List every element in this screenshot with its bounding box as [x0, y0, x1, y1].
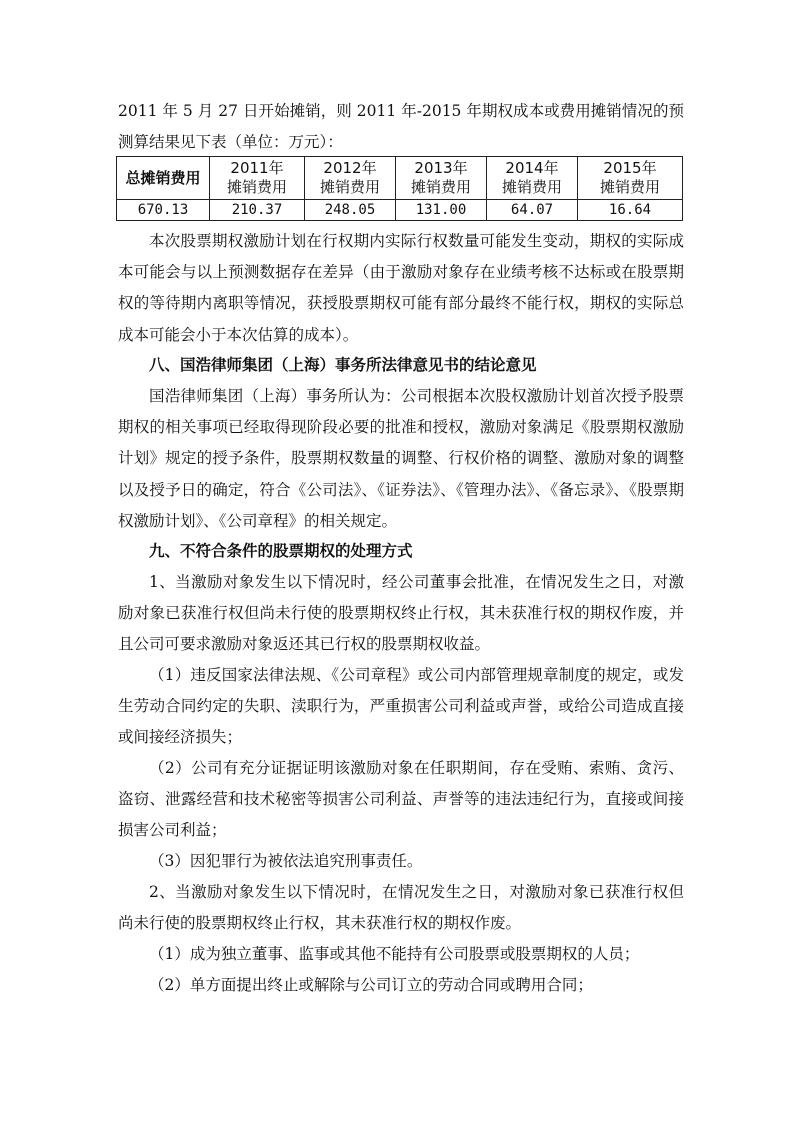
- clause-1-item-2: （2）公司有充分证据证明该激励对象在任职期间，存在受贿、索贿、贪污、盗窃、泄露经营和技术秘密等损害公司利益、声誉等的违法违纪行为，直接或间接损害公司利益；: [118, 759, 684, 840]
- table-row: [117, 200, 683, 221]
- table-header-2013: 2013年 摊销费用: [396, 157, 487, 200]
- amortization-table: [116, 156, 683, 221]
- variance-paragraph: 本次股票期权激励计划在行权期内实际行权数量可能发生变动，期权的实际成本可能会与以上预测数据存在差异（由于激励对象存在业绩考核不达标或在股票期权的等待期内离职等情况，获授股票期权可能有部分最终不能行权，期权的实际总成本可能会小于本次估算的成本）。: [118, 232, 684, 344]
- table-header-2014: 2014年 摊销费用: [487, 157, 578, 200]
- clause-1-paragraph: 1、当激励对象发生以下情况时，经公司董事会批准，在情况发生之日，对激励对象已获准行权但尚未行使的股票期权终止行权，其未获准行权的期权作废，并且公司可要求激励对象返还其已行权的股票期权收益。: [118, 573, 684, 654]
- table-header-2015: 2015年 摊销费用: [578, 157, 683, 200]
- table-cell-2012: 248.05: [305, 200, 396, 221]
- table-cell-total: 670.13: [117, 200, 210, 221]
- table-cell-2015: 16.64: [578, 200, 683, 221]
- table-cell-2011: 210.37: [210, 200, 305, 221]
- table-header-total: 总摊销费用: [117, 157, 210, 200]
- table-cell-2014: 64.07: [487, 200, 578, 221]
- clause-2-paragraph: 2、当激励对象发生以下情况时，在情况发生之日，对激励对象已获准行权但尚未行使的股票期权终止行权，其未获准行权的期权作废。: [118, 883, 684, 933]
- clause-2-item-2: （2）单方面提出终止或解除与公司订立的劳动合同或聘用合同；: [149, 976, 593, 994]
- legal-opinion-paragraph: 国浩律师集团（上海）事务所认为：公司根据本次股权激励计划首次授予股票期权的相关事项已经取得现阶段必要的批准和授权，激励对象满足《股票期权激励计划》规定的授予条件，股票期权数量的调整、行权价格的调整、激励对象的调整以及授予日的确定，符合《公司法》、《证券法》、《管理办法》、《备忘录》、《股票期权激励计划》、《公司章程》的相关规定。: [118, 387, 684, 530]
- table-header-row: [117, 157, 683, 200]
- clause-1-item-1: （1）违反国家法律法规、《公司章程》或公司内部管理规章制度的规定，或发生劳动合同约定的失职、渎职行为，严重损害公司利益或声誉，或给公司造成直接或间接经济损失；: [118, 666, 684, 747]
- section-heading-9: 九、不符合条件的股票期权的处理方式: [149, 542, 413, 560]
- clause-1-item-3: （3）因犯罪行为被依法追究刑事责任。: [149, 852, 423, 870]
- table-header-2011: 2011年 摊销费用: [210, 157, 305, 200]
- clause-2-item-1: （1）成为独立董事、监事或其他不能持有公司股票或股票期权的人员；: [149, 945, 640, 963]
- table-header-2012: 2012年 摊销费用: [305, 157, 396, 200]
- intro-paragraph: 2011 年 5 月 27 日开始摊销，则 2011 年-2015 年期权成本或费用摊销情况的预测算结果见下表（单位：万元）：: [118, 102, 684, 152]
- section-heading-8: 八、国浩律师集团（上海）事务所法律意见书的结论意见: [149, 356, 537, 374]
- table-cell-2013: 131.00: [396, 200, 487, 221]
